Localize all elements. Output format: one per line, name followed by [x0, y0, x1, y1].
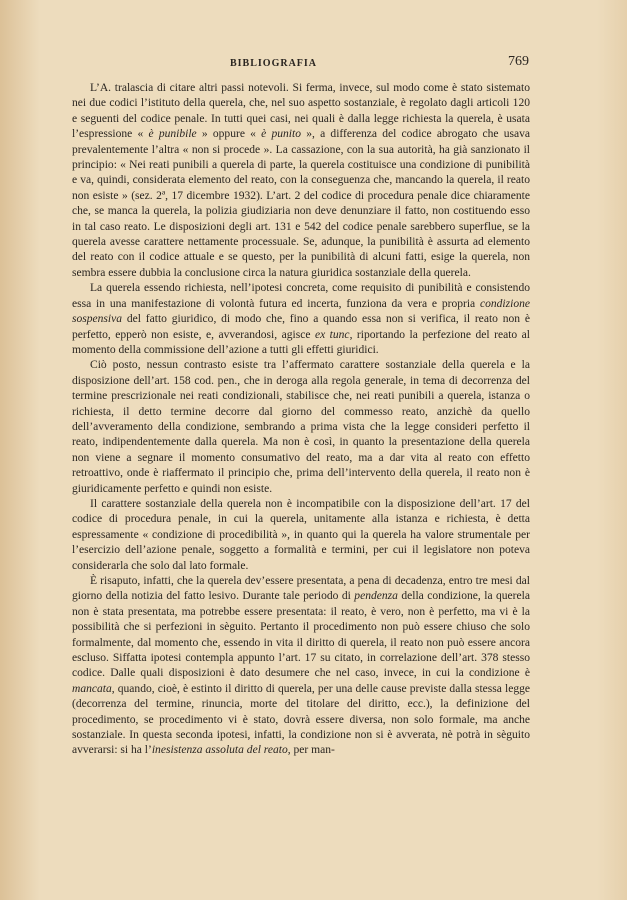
text-segment: della condizione, la querela non è stata presentata, ma potrebbe essere presentata: il reato, è vero, non è perfetto, ma vi è la possibilità che si perfezioni in sèguito. Pertanto il procedimento non può essere chiuso che solo formalmente, dal momento che, essendo in vita il diritto di querela, il reato non può essere ancora escluso. Siffatta ipotesi contempla appunto l’art. 17 su citato, in correlazione dell’art. 378 stesso codice. Dalle quali disposizioni è dato desumere che nel caso, invece, in cui la condizione è	[72, 590, 530, 680]
text-segment: » oppure «	[201, 128, 256, 141]
italic-segment: pendenza	[354, 590, 398, 603]
italic-segment: inesistenza assoluta del reato	[151, 744, 288, 757]
page-header	[0, 56, 627, 72]
body-text	[72, 81, 530, 759]
text-segment: Il carattere sostanziale della querela non è incompatibile con la disposizione dell’art. 17 del codice di procedura penale, in cui la querela, unitamente alla istanza e richiesta, è detta espressamente « condizione di procedibilità », in quanto qui la querela ha valore strumentale per l’esercizio dell’azione penale, soggetto a formalità e termini, per cui il legislatore non poteva considerarla che solo dal lato formale.	[72, 497, 530, 572]
paragraph-2	[72, 281, 530, 358]
text-segment: », a differenza del codice abrogato che usava prevalentemente l’altra « non si procede ». La cassazione, con la sua autorità, ha già sanzionato il principio: « Nei reati punibili a querela di parte, la querela costituisce una condizione di punibilità e va, quindi, considerata elemento del reato, con la conseguenza che, mancando la querela, il reato non esiste » (sez. 2ª, 17 dicembre 1932). L’art. 2 del codice di procedura penale dice chiaramente che, se manca la querela, la polizia giudiziaria non deve denunziare il fatto, non costituendo esso in tal caso reato. Le disposizioni degli art. 131 e 542 del codice penale sarebbero superflue, se la querela avesse carattere nettamente processuale. Se, adunque, la punibilità è assurta ad elemento del reato con il codice attuale e se questo, per la punibilità di alcuni fatti, esige la querela, non sembra essere dubbia la conclusione circa la natura giuridica sostanziale della querela.	[72, 128, 531, 279]
italic-segment: condizione sospensiva	[72, 297, 530, 326]
paragraph-5	[72, 574, 530, 759]
text-segment: È risaputo, infatti, che la querela dev’essere presentata, a pena di decadenza, entro tre mesi dal giorno della notizia del fatto lesivo. Durante tale periodo di	[72, 575, 530, 603]
text-segment: La querela essendo richiesta, nell’ipotesi concreta, come requisito di punibilità e consistendo essa in una manifestazione di volontà futura ed incerta, funziona da vera e propria	[72, 282, 530, 310]
text-segment: , riportando la perfezione del reato al momento della commissione dell’azione a tutti gli effetti giuridici.	[72, 328, 530, 356]
italic-segment: mancata	[72, 682, 112, 695]
italic-segment: è punito	[255, 128, 307, 141]
italic-segment: è punibile	[143, 128, 202, 141]
text-segment: , per man-	[287, 744, 335, 757]
text-segment: Ciò posto, nessun contrasto esiste tra l’affermato carattere sostanziale della querela e la disposizione dell’art. 158 cod. pen., che in deroga alla regola generale, in tema di decorrenza del termine prescrizionale nei reati condizionali, stabilisce che, nei reati punibili a querela, istanza o richiesta, il detto termine decorre dal giorno del commesso reato, anzichè da quello dell’avveramento della condizione, sembrando a prima vista che la legge consideri perfetto il reato, indipendentemente dalla querela. Ma non è così, in quanto la presentazione della querela non viene a segnare il momento consumativo del reato, ma a dar vita al reato con effetto retroattivo, onde è riaffermato il principio che, prima dell’intervento della querela, il reato non è giuridicamente perfetto e quindi non esiste.	[72, 359, 530, 495]
text-segment: del fatto giuridico, di modo che, fino a quando essa non si verifica, il reato non è perfetto, epperò non esiste, e, avverandosi, agisce	[72, 313, 530, 341]
text-segment: L’A. tralascia di citare altri passi notevoli. Si ferma, invece, sul modo come è stato sistemato nei due codici l’istituto della querela, che, nel suo aspetto sostanziale, è regolato dagli articoli 120 e seguenti del codice penale. In tutti quei casi, nei quali è dalla legge richiesta la querela, è usata l’espressione «	[72, 82, 530, 141]
page-number: 769	[508, 54, 529, 69]
paragraph-1	[72, 81, 530, 281]
paragraph-4	[72, 497, 530, 574]
paragraph-3	[72, 358, 530, 497]
text-segment: , quando, cioè, è estinto il diritto di querela, per una delle cause previste dalla stessa legge (decorrenza del termine, rinuncia, morte del titolare del diritto, ecc.), la definizione del procedimento, se procedimento vi è stato, dovrà essere diversa, non solo formale, ma anche sostanziale. In questa seconda ipotesi, infatti, la condizione non si è avverata, nè potrà in sèguito avverarsi: si ha l’	[72, 682, 530, 757]
running-title: BIBLIOGRAFIA	[230, 58, 318, 69]
italic-segment: ex tunc	[314, 328, 350, 341]
